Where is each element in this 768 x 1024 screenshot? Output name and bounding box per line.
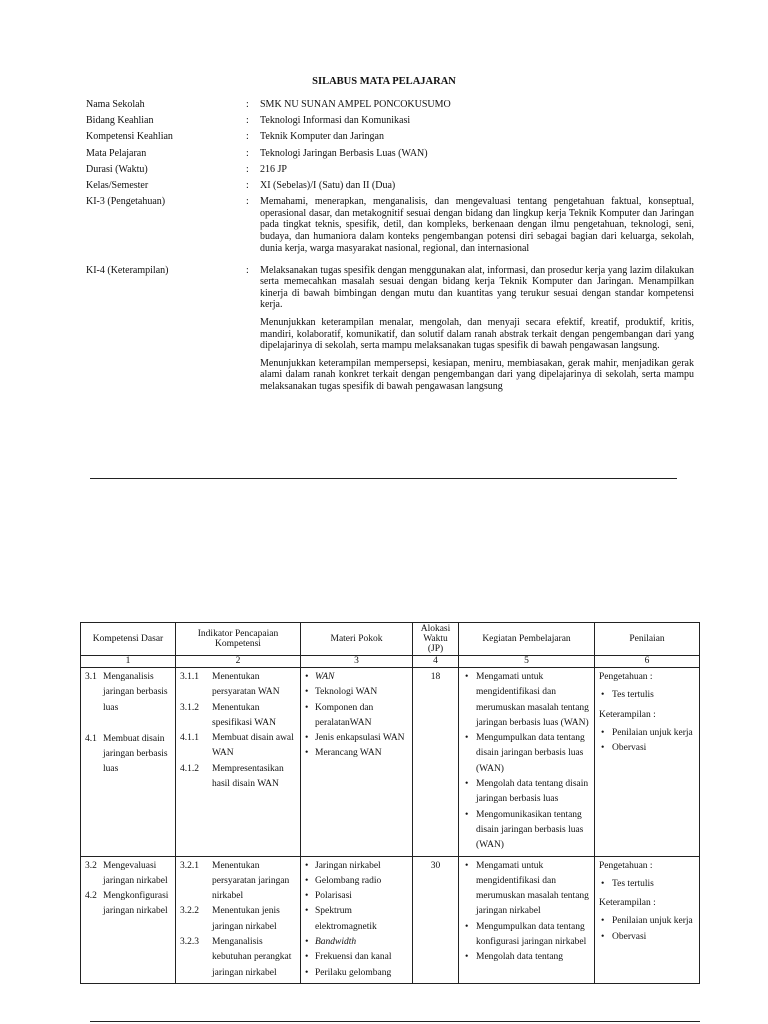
info-value: 216 JP [260,163,287,175]
indicator-number: 3.2.2 [180,906,199,917]
info-label: Mata Pelajaran [86,147,147,159]
kegiatan-item: • Mengolah data tentang [463,950,590,965]
indicator-text: Menganalisis kebutuhan perangkat jaringan nirkabel [212,937,292,978]
header-indikator: Indikator Pencapaian Kompetensi [176,623,301,656]
indicator-item [180,701,296,732]
materi-cell [301,856,413,983]
indicator-number: 4.1.1 [180,733,199,744]
indicator-number: 3.2.3 [180,937,199,948]
kegiatan-item: • Mengumpulkan data tentang konfigurasi jaringan nirkabel [463,920,590,951]
ki4-paragraph: Melaksanakan tugas spesifik dengan menggunakan alat, informasi, dan prosedur kerja yang lazim dilakukan serta memecahkan masalah sesuai dengan bidang kerja Teknik Komputer dan Jaringan. Menampilkan kinerja di bawah bimbingan dengan mutu dan kuantitas yang terukur sesuai dengan standar kompetensi kerja. [260,264,694,311]
kegiatan-item: • Mengomunikasikan tentang disain jaringan berbasis luas (WAN) [463,808,590,854]
info-value: Teknik Komputer dan Jaringan [260,131,384,143]
materi-item: • WAN [305,670,408,685]
column-number: 1 [81,656,176,668]
info-value: Teknologi Informasi dan Komunikasi [260,115,411,127]
indicator-item [180,731,296,762]
indicator-item [180,859,296,905]
indicator-number: 4.1.2 [180,763,199,774]
jp-cell: 18 [413,668,459,857]
indicator-cell [176,668,301,857]
info-row-competency [86,131,694,143]
info-label: Kelas/Semester [86,179,149,191]
info-label: Durasi (Waktu) [86,163,148,175]
column-number: 3 [301,656,413,668]
ki3-label: KI-3 (Pengetahuan) [86,196,166,208]
bottom-divider [90,1021,700,1022]
materi-list [305,859,408,981]
kd-number: 4.1 [85,733,97,744]
info-colon: : [246,196,249,208]
indicator-cell [176,856,301,983]
kd-text: Mengkonfigurasi jaringan nirkabel [103,891,169,917]
penilaian-item: • Tes tertulis [599,877,695,892]
info-colon: : [246,131,249,143]
info-colon: : [246,115,249,127]
info-label: Nama Sekolah [86,99,145,110]
ki4-paragraph: Menunjukkan keterampilan mempersepsi, kesiapan, meniru, membiasakan, gerak mahir, menjadikan gerak alami dalam ranah konkret terkait dengan pengembangan dari yang dipelajarinya di sekolah, serta mampu melaksanakan tugas spesifik di bawah pengawasan langsung [260,357,694,393]
keterampilan-label: Keterampilan : [599,709,656,720]
penilaian-item: • Obervasi [599,741,695,756]
info-label: Bidang Keahlian [86,115,154,127]
pengetahuan-label: Pengetahuan : [599,860,653,871]
materi-item: • Jenis enkapsulasi WAN [305,731,408,746]
kd-cell [81,668,176,857]
penilaian-item: • Obervasi [599,930,695,945]
keterampilan-list [599,914,695,945]
keterampilan-label: Keterampilan : [599,898,656,909]
kd-cell [81,856,176,983]
materi-list [305,670,408,762]
syllabus-info [86,99,694,403]
materi-item: • Bandwidth [305,935,408,950]
materi-item: • Jaringan nirkabel [305,859,408,874]
indicator-text: Mempresentasikan hasil disain WAN [212,763,284,790]
kd-number: 3.1 [85,672,97,682]
kd-number: 3.2 [85,860,97,871]
header-kegiatan: Kegiatan Pembelajaran [459,623,595,656]
pengetahuan-list [599,688,695,703]
indicator-number: 3.1.2 [180,702,199,713]
indicator-text: Menentukan persyaratan WAN [212,672,280,698]
page-title: SILABUS MATA PELAJARAN [312,76,456,87]
info-label: Kompetensi Keahlian [86,131,173,143]
kegiatan-item: • Mengolah data tentang disain jaringan berbasis luas [463,777,590,808]
ki4-paragraphs [260,265,694,399]
materi-item: • Teknologi WAN [305,685,408,700]
indicator-text: Menentukan spesifikasi WAN [212,702,276,728]
indicator-text: Menentukan persyaratan jaringan nirkabel [212,860,290,902]
indicator-text: Membuat disain awal WAN [212,733,294,759]
info-colon: : [246,99,249,110]
table-header-row [81,623,700,656]
kd-item [85,859,171,890]
info-value: SMK NU SUNAN AMPEL PONCOKUSUMO [260,99,451,110]
kegiatan-cell [459,856,595,983]
materi-item: • Gelombang radio [305,874,408,889]
info-colon: : [246,264,249,276]
indicator-text: Menentukan jenis jaringan nirkabel [212,906,280,932]
table-row [81,668,700,857]
kegiatan-item: • Mengumpulkan data tentang disain jaringan berbasis luas (WAN) [463,731,590,777]
pengetahuan-label: Pengetahuan : [599,672,653,682]
kd-item [85,732,171,778]
penilaian-cell [595,668,700,857]
ki4-label: KI-4 (Keterampilan) [86,264,169,276]
kd-text: Membuat disain jaringan berbasis luas [103,733,168,775]
kd-text: Mengevaluasi jaringan nirkabel [103,860,168,886]
indicator-number: 3.1.1 [180,672,199,682]
info-row-ki4 [86,265,694,399]
indicator-item [180,670,296,701]
info-value: XI (Sebelas)/I (Satu) dan II (Dua) [260,179,396,191]
header-kompetensi-dasar: Kompetensi Dasar [81,623,176,656]
kegiatan-item: • Mengamati untuk mengidentifikasi dan merumuskan masalah tentang jaringan berbasis luas (WAN) [463,670,590,731]
syllabus-table [80,622,700,984]
divider [90,478,677,479]
indicator-item [180,904,296,935]
info-colon: : [246,179,249,191]
kegiatan-cell [459,668,595,857]
kegiatan-item: • Mengamati untuk mengidentifikasi dan merumuskan masalah tentang jaringan nirkabel [463,859,590,920]
info-colon: : [246,147,249,159]
penilaian-cell [595,856,700,983]
materi-item: • Merancang WAN [305,746,408,761]
info-row-class [86,180,694,192]
jp-cell: 30 [413,856,459,983]
kegiatan-list [463,859,590,966]
header-alokasi: Alokasi Waktu (JP) [413,623,459,656]
penilaian-item: • Penilaian unjuk kerja [599,914,695,929]
materi-item: • Spektrum elektromagnetik [305,904,408,935]
ki3-text: Memahami, menerapkan, menganalisis, dan mengevaluasi tentang pengetahuan faktual, konseptual, operasional dasar, dan metakognitif sesuai dengan bidang dan lingkup kerja Teknik Komputer dan Jaringan pada tingkat teknis, spesifik, detil, dan kompleks, berkenaan dengan ilmu pengetahuan, teknologi, seni, budaya, dan humaniora dalam konteks pengembangan potensi diri sebagai bagian dari keluarga, sekolah, dunia kerja, warga masyarakat nasional, regional, dan internasional [260,196,694,254]
materi-item: • Frekuensi dan kanal [305,950,408,965]
kegiatan-list [463,670,590,854]
column-number: 5 [459,656,595,668]
info-value: Teknologi Jaringan Berbasis Luas (WAN) [260,147,428,159]
kd-text: Menganalisis jaringan berbasis luas [103,672,168,713]
header-penilaian: Penilaian [595,623,700,656]
pengetahuan-list [599,877,695,892]
column-number: 2 [176,656,301,668]
indicator-item [180,935,296,981]
kd-item [85,889,171,920]
keterampilan-list [599,726,695,757]
column-number: 6 [595,656,700,668]
indicator-item [180,762,296,793]
column-number-row [81,656,700,668]
column-number: 4 [413,656,459,668]
materi-item: • Polarisasi [305,889,408,904]
table-row [81,856,700,983]
header-materi: Materi Pokok [301,623,413,656]
info-row-school [86,99,694,111]
indicator-number: 3.2.1 [180,860,199,871]
info-row-ki3 [86,196,694,260]
penilaian-item: • Tes tertulis [599,688,695,703]
ki4-paragraph: Menunjukkan keterampilan menalar, mengolah, dan menyaji secara efektif, kreatif, produktif, kritis, mandiri, kolaboratif, komunikatif, dan solutif dalam ranah abstrak terkait dengan pengembangan dari yang dipelajarinya di sekolah, serta mampu melaksanakan tugas spesifik di bawah pengawasan langsung. [260,317,694,352]
info-row-field [86,115,694,127]
kd-number: 4.2 [85,891,97,902]
materi-item: • Perilaku gelombang [305,966,408,981]
materi-cell [301,668,413,857]
kd-item [85,670,171,716]
materi-item: • Komponen dan peralatanWAN [305,701,408,732]
info-row-subject [86,148,694,160]
info-row-duration [86,164,694,176]
info-colon: : [246,163,249,175]
penilaian-item: • Penilaian unjuk kerja [599,726,695,741]
